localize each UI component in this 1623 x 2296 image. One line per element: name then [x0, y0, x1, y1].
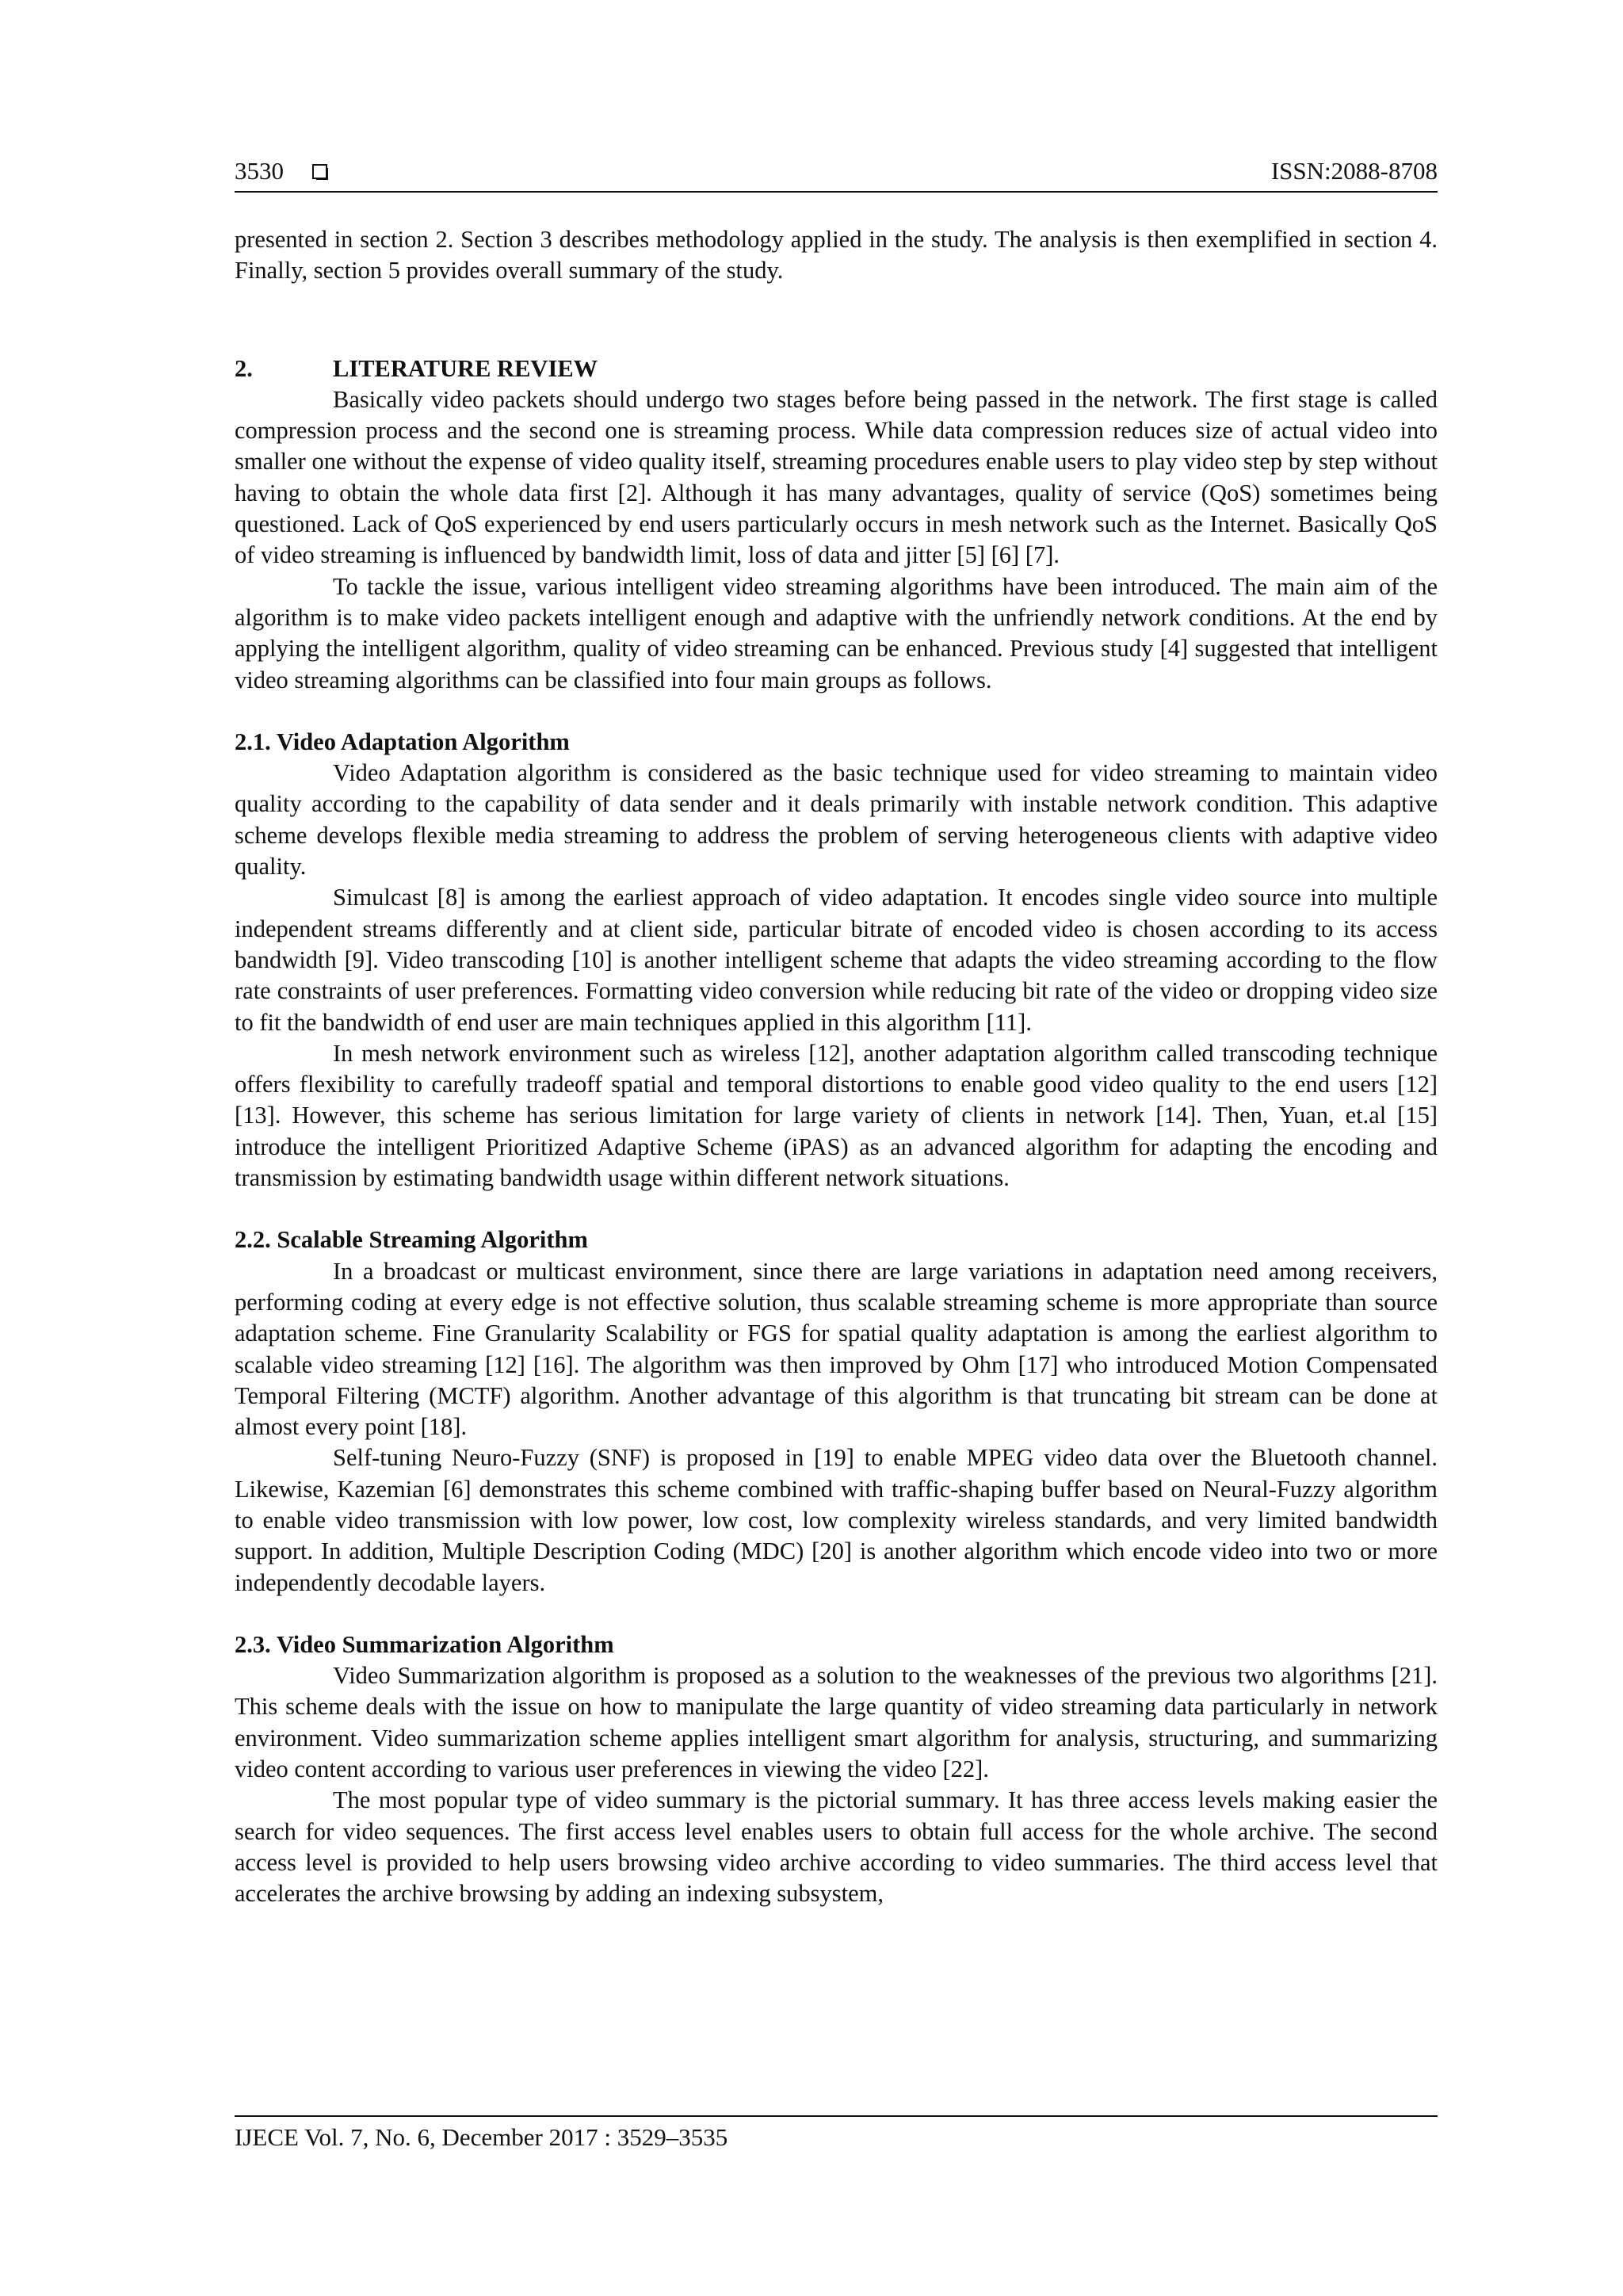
intro-continuation: presented in section 2. Section 3 describes methodology applied in the study. The analysis is then exemplified in section 4. Finally, section 5 provides overall summary of the study.	[235, 226, 1438, 285]
section-heading-literature-review	[235, 353, 1438, 384]
paragraph: Video Summarization algorithm is proposed as a solution to the weaknesses of the previous two algorithms [21]. This scheme deals with the issue on how to manipulate the large quantity of video streaming data particularly in network environment. Video summarization scheme applies intelligent smart algorithm for analysis, structuring, and summarizing video content according to various user preferences in viewing the video [22].	[235, 1662, 1438, 1783]
paragraph: In mesh network environment such as wireless [12], another adaptation algorithm called transcoding technique offers flexibility to carefully tradeoff spatial and temporal distortions to enable good video quality to the end users [12] [13]. However, this scheme has serious limitation for large variety of clients in network [14]. Then, Yuan, et.al [15] introduce the intelligent Prioritized Adaptive Scheme (iPAS) as an advanced algorithm for adapting the encoding and transmission by estimating bandwidth usage within different network situations.	[235, 1039, 1438, 1192]
subsection-heading-video-summarization: 2.3. Video Summarization Algorithm	[235, 1630, 614, 1658]
paragraph: To tackle the issue, various intelligent video streaming algorithms have been introduced. The main aim of the algorithm is to make video packets intelligent enough and adaptive with the unfriendly network conditions. At the end by applying the intelligent algorithm, quality of video streaming can be enhanced. Previous study [4] suggested that intelligent video streaming algorithms can be classified into four main groups as follows.	[235, 572, 1438, 693]
body-text	[235, 224, 1438, 1910]
square-bullet-icon	[312, 164, 327, 179]
page-header	[235, 157, 1438, 185]
paragraph: In a broadcast or multicast environment, since there are large variations in adaptation need among receivers, performing coding at every edge is not effective solution, thus scalable streaming scheme is more appropriate than source adaptation scheme. Fine Granularity Scalability or FGS for spatial quality adaptation is among the earliest algorithm to scalable video streaming [12] [16]. The algorithm was then improved by Ohm [17] who introduced Motion Compensated Temporal Filtering (MCTF) algorithm. Another advantage of this algorithm is that truncating bit stream can be done at almost every point [18].	[235, 1257, 1438, 1441]
paragraph: The most popular type of video summary is the pictorial summary. It has three access levels making easier the search for video sequences. The first access level enables users to obtain full access for the whole archive. The second access level is provided to help users browsing video archive according to video summaries. The third access level that accelerates the archive browsing by adding an indexing subsystem,	[235, 1786, 1438, 1908]
paragraph: Simulcast [8] is among the earliest approach of video adaptation. It encodes single video source into multiple independent streams differently and at client side, particular bitrate of encoded video is chosen according to its access bandwidth [9]. Video transcoding [10] is another intelligent scheme that adapts the video streaming according to the flow rate constraints of user preferences. Formatting video conversion while reducing bit rate of the video or dropping video size to fit the bandwidth of end user are main techniques applied in this algorithm [11].	[235, 884, 1438, 1036]
subsection-heading-scalable-streaming: 2.2. Scalable Streaming Algorithm	[235, 1226, 588, 1254]
section-number: 2.	[235, 354, 253, 382]
paragraph: Basically video packets should undergo two stages before being passed in the network. The first stage is called compression process and the second one is streaming process. While data compression reduces size of actual video into smaller one without the expense of video quality itself, streaming procedures enable users to play video step by step without having to obtain the whole data first [2]. Although it has many advantages, quality of service (QoS) sometimes being questioned. Lack of QoS experienced by end users particularly occurs in mesh network such as the Internet. Basically QoS of video streaming is influenced by bandwidth limit, loss of data and jitter [5] [6] [7].	[235, 385, 1438, 569]
header-rule	[235, 191, 1438, 193]
journal-citation: IJECE Vol. 7, No. 6, December 2017 : 3529–3535	[235, 2123, 728, 2151]
paragraph: Self-tuning Neuro-Fuzzy (SNF) is proposed in [19] to enable MPEG video data over the Bluetooth channel. Likewise, Kazemian [6] demonstrates this scheme combined with traffic-shaping buffer based on Neural-Fuzzy algorithm to enable video transmission with low power, low cost, low complexity wireless standards, and very limited bandwidth support. In addition, Multiple Description Coding (MDC) [20] is another algorithm which encode video into two or more independently decodable layers.	[235, 1444, 1438, 1596]
section-title: LITERATURE REVIEW	[333, 354, 598, 382]
page-number: 3530	[235, 157, 284, 185]
issn: ISSN:2088-8708	[1270, 157, 1438, 185]
footer-rule	[235, 2115, 1438, 2117]
subsection-heading-video-adaptation: 2.1. Video Adaptation Algorithm	[235, 728, 570, 755]
paragraph: Video Adaptation algorithm is considered as the basic technique used for video streaming to maintain video quality according to the capability of data sender and it deals primarily with instable network condition. This adaptive scheme develops flexible media streaming to address the problem of serving heterogeneous clients with adaptive video quality.	[235, 759, 1438, 881]
